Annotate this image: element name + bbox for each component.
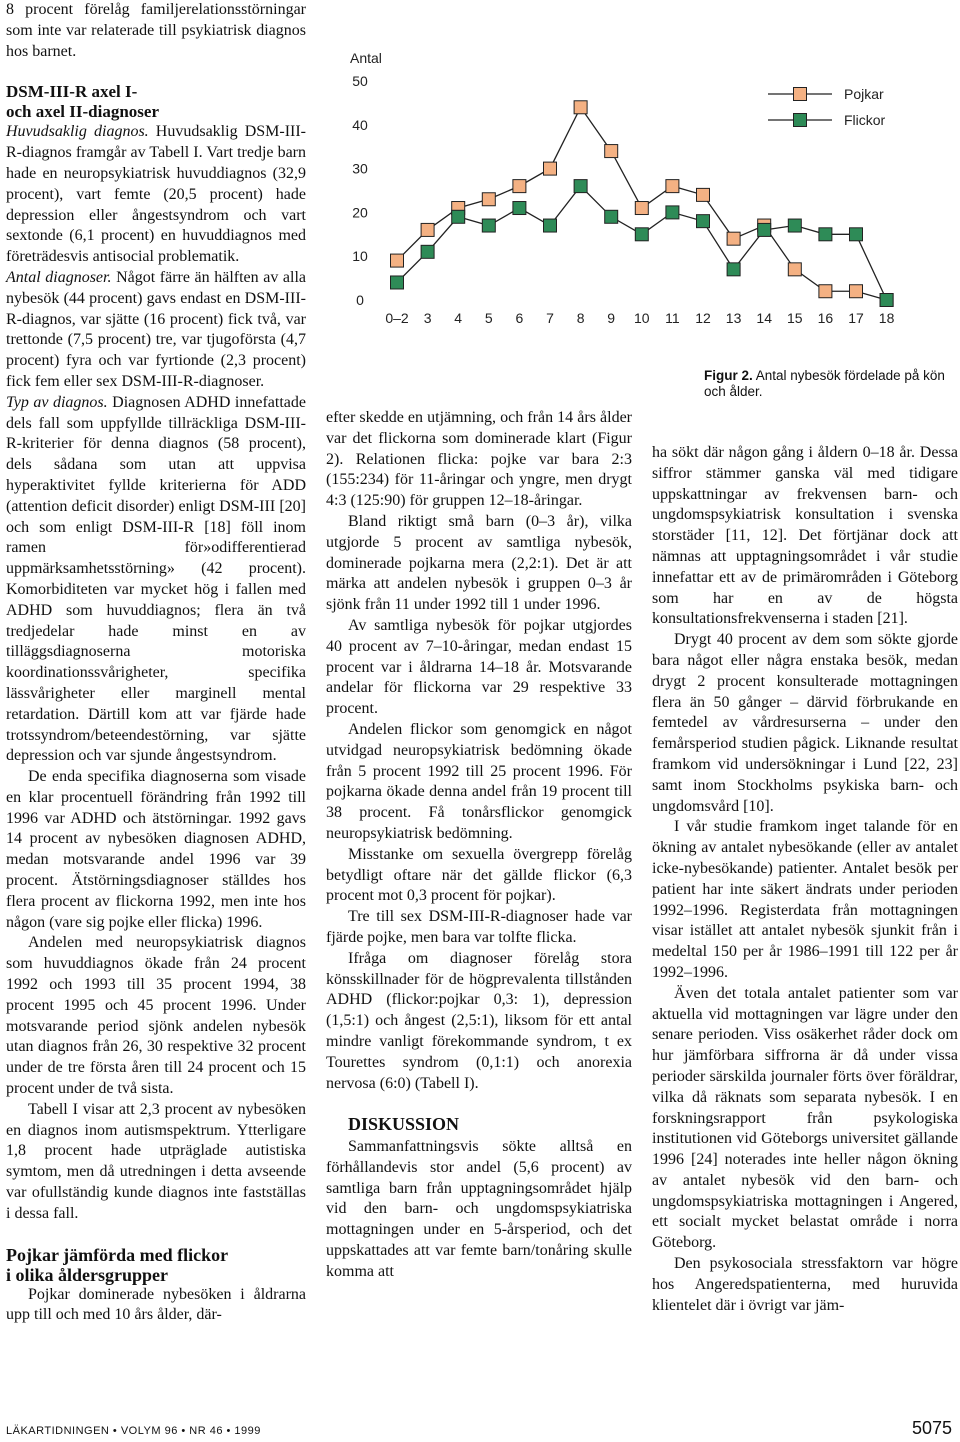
paragraph: Sammanfattningsvis sökte alltså en förhållandevis stor andel (5,6 procent) av samtliga barn från upptagningsområdet hjälp vid den barn- och ungdomspsykiatriska mottagningen under en 5-årsperiod, och det uppskattades att var femte barn/tonåring skulle komma att	[326, 1138, 632, 1280]
series-1-point	[635, 228, 648, 241]
x-tick-label: 0–2	[385, 310, 409, 326]
paragraph: Bland riktigt små barn (0–3 år), vilka utgjorde 5 procent av samtliga nybesök, dominerade pojkarna mera (2,2:1). Det är att märka att andelen nybesök i gruppen 0–3 år sjönk från 11 under 1992 till 1 under 1996.	[326, 512, 632, 614]
series-0-point	[482, 193, 495, 206]
section-heading-discussion: DISKUSSION	[348, 1114, 460, 1135]
series-1-point	[605, 210, 618, 223]
series-0-point	[605, 145, 618, 158]
series-0-point	[544, 162, 557, 175]
figure-2-chart	[330, 40, 950, 340]
paragraph-type-of-diagnosis: Typ av diagnos. Diagnosen ADHD innefattade dels fall som uppfyllde tillräckliga DSM-III-R-kriterier för denna diagnos (58 procent), dels sådana som utan att uppvisa hyperaktivitet fyllde kriterierna för ADD (attention deficit disorder) enligt DSM-III [20] och som enligt DSM-III-R [18] föll inom ramen för»odifferentierad uppmärksamhetsstörning» (42 procent). Komorbiditeten var mycket hög i fallen med ADHD som huvuddiagnos; flera än två tredjedelar hade minst en av tilläggsdiagnoserna motoriska koordinationssvårigheter, specifika lässvårigheter eller marginell mental retardation. Därtill kom att var fjärde hade trotssyndrom/beteendestörning, var sjätte depression och var sjunde ångestsyndrom.	[6, 393, 307, 765]
paragraph: Tre till sex DSM-III-R-diagnoser hade var fjärde pojke, men bara var tolfte flicka.	[326, 908, 632, 946]
page-number: 5075	[911, 1418, 952, 1438]
series-1-point	[788, 219, 801, 232]
paragraph: Av samtliga nybesök för pojkar utgjordes 40 procent av 7–10-åringar, medan endast 15 procent var i åldrarna 14–18 år. Motsvarande andelar för flickorna var 29 respektive 33 procent.	[326, 616, 632, 718]
paragraph: Pojkar dominerade nybesöken i åldrarna upp till och med 10 års ålder, där-	[6, 1285, 306, 1324]
series-1-point	[758, 223, 771, 236]
x-tick-label: 12	[695, 310, 711, 326]
series-1-point	[697, 215, 710, 228]
series-0-point	[635, 202, 648, 215]
x-tick-label: 9	[607, 310, 616, 326]
paragraph: Även det totala antalet patienter som var aktuella vid mottagningen var lägre under den senare perioden. Viss osäkerhet råder dock om hur jämförbara siffrorna är då under vissa perioder särskilda journaler förts över föräldrar, vilka då räknats som separata nybesök. I en forskningsrapport från psykologiska institutionen vid Göteborgs universitet gällande 1996 [24] noterades inte heller någon ökning av antalet nybesök vid den barn- och ungdomspsykiatriska mottagningen i Angered, ett socialt mycket belastat område i norra Göteborg.	[652, 984, 958, 1252]
series-0-point	[727, 232, 740, 245]
x-tick-label: 8	[576, 310, 585, 326]
x-tick-label: 5	[484, 310, 493, 326]
series-1-point	[880, 294, 893, 307]
x-tick-label: 4	[454, 310, 463, 326]
series-0-point	[421, 223, 434, 236]
paragraph: I vår studie framkom inget talande för en ökning av antalet nybesökande (eller av antalet icke-nybesökande) patienter. Antalet besök per patient har inte säkert ändrats under perioden 1992–1996. Registerdata från mottagningen visar istället att antalet nybesök sjunkit från i medeltal 150 per år 1986–1991 till 122 per år 1992–1996.	[652, 818, 958, 981]
legend-marker	[794, 114, 807, 127]
series-1-point	[819, 228, 832, 241]
series-0-point	[666, 180, 679, 193]
series-0-point	[574, 101, 587, 114]
series-1-point	[482, 219, 495, 232]
legend-label: Flickor	[844, 112, 886, 128]
series-1-point	[544, 219, 557, 232]
x-tick-label: 16	[817, 310, 834, 326]
figure-caption: Figur 2. Antal nybesök fördelade på kön och ålder.	[704, 368, 945, 399]
x-tick-label: 18	[878, 310, 895, 326]
series-1-point	[391, 276, 404, 289]
y-tick-label: 20	[352, 204, 368, 221]
column-1	[6, 0, 306, 1326]
section-heading-diagnoses: DSM-III-R axel I- och axel II-diagnoser	[6, 82, 159, 122]
y-tick-label: 40	[352, 116, 368, 133]
series-1-point	[574, 180, 587, 193]
series-0-point	[788, 263, 801, 276]
paragraph: Den psykosociala stressfaktorn var högre hos Angeredspatienterna, med huruvida klientelet där i övrigt var jäm-	[652, 1255, 958, 1314]
x-tick-label: 14	[756, 310, 772, 326]
journal-footer: LÄKARTIDNINGEN • VOLYM 96 • NR 46 • 1999	[6, 1425, 261, 1437]
x-tick-label: 17	[848, 310, 864, 326]
series-0-point	[819, 285, 832, 298]
paragraph: ha sökt där någon gång i åldern 0–18 år. Dessa siffror stämmer ganska väl med tidigare uppskattningar av frekvensen barn- och ungdomspsykiatrisk konsultation i svenska storstäder [11, 12]. Det förtjänar dock att nämnas att upptagningsområdet i vår studie innefattar ett av de primärområden i Göteborg som har en av de högsta konsultationsfrekvenserna i staden [21].	[652, 444, 958, 628]
paragraph: Drygt 40 procent av dem som sökte gjorde bara något eller några enstaka besök, medan drygt 2 procent konsulterade mottagningen flera än 50 gånger – därvid förbrukande en femtedel av vårdresurserna – under den femårsperiod studien pågick. Liknande resultat framkom vid undersökningar i Lund [22, 23] samt inom Stockholms psykiska barn- och ungdomsvård [10].	[652, 631, 958, 815]
series-1-point	[421, 245, 434, 258]
paragraph: Andelen med neuropsykiatrisk diagnos som huvuddiagnos ökade från 24 procent 1992 och 1993 till 35 procent 1994, 38 procent 1995 och 45 procent 1996. Under motsvarande period sjönk andelen nybesök utan diagnos från 26, 30 respektive 32 procent under de tre första åren till 24 procent och 15 procent under de två sista.	[6, 934, 306, 1098]
paragraph: efter skedde en utjämning, och från 14 års ålder var det flickorna som dominerade klart (Figur 2). Relationen flicka: pojke var bara 2:3 (155:234) för 11-åringar och yngre, men drygt 4:3 (125:90) för gruppen 12–18-åringar.	[326, 409, 632, 510]
x-tick-label: 15	[787, 310, 803, 326]
y-tick-label: 30	[352, 160, 368, 177]
paragraph: Andelen flickor som genomgick en något utvidgad neuropsykiatrisk bedömning ökade från 5 procent 1992 till 25 procent 1996. För pojkarna ökade denna andel från 19 procent till 38 procent. Få tonårsflickor genomgick neuropsykiatrisk bedömning.	[326, 720, 632, 842]
paragraph: Tabell I visar att 2,3 procent av nybesöken en diagnos inom autismspektrum. Ytterligare 1,8 procent hade utpräglade autistiska symtom, men då utredningen i detta avseende var ofullständig kunde diagnos inte fastställas i dessa fall.	[6, 1100, 306, 1222]
paragraph-main-diagnosis: Huvudsaklig diagnos. Huvudsaklig DSM-III-R-diagnos framgår av Tabell I. Vart tredje barn hade en neuropsykiatrisk huvuddiagnos (32,9 procent), vart femte (20,5 procent) hade depression eller ångestsyndrom och vart sextonde (6,1 procent) en huvuddiagnos med företrädesvis antisocial problematik.	[6, 123, 307, 266]
y-axis-title: Antal	[350, 50, 382, 66]
x-tick-label: 3	[423, 310, 432, 326]
column-2	[326, 408, 632, 1283]
paragraph: De enda specifika diagnoserna som visade en klar procentuell förändring från 1992 till 1996 var ADHD och ätstörningar. 1992 gavs 14 procent av nybesöken diagnosen ADHD, medan motsvarande andel 1996 var 39 procent. Ätstörningsdiagnoser ställdes hos flera procent av flickorna 1992, men inte hos någon (vare sig pojke eller flicka) 1996.	[6, 768, 306, 931]
x-tick-label: 6	[515, 310, 524, 326]
section-heading-boys-girls: Pojkar jämförda med flickor i olika åldersgrupper	[6, 1244, 229, 1285]
paragraph: Ifråga om diagnoser förelåg stora könsskillnader för de högprevalenta tillstånden ADHD (flickor:pojkar 0,3: 1), depression (1,5:1) och ångest (2,5:1), liksom för ett antal mindre vanligt förekommande syndrom, t ex Tourettes syndrom (0,1:1) och anorexia nervosa (6:0) (Tabell I).	[326, 949, 632, 1092]
column-3	[652, 443, 958, 1316]
legend-marker	[794, 88, 807, 101]
series-0-point	[513, 180, 526, 193]
x-tick-label: 11	[665, 310, 680, 326]
y-tick-label: 50	[352, 73, 368, 89]
series-1-point	[666, 206, 679, 219]
series-1-point	[513, 202, 526, 215]
intro-paragraph: 8 procent förelåg familjerelationsstörningar som inte var relaterade till psykiatrisk diagnos hos barnet.	[6, 1, 306, 60]
series-1-point	[850, 228, 863, 241]
series-0-point	[850, 285, 863, 298]
paragraph: Misstanke om sexuella övergrepp förelåg betydligt oftare när det gällde flickor (6,3 procent mot 0,3 procent för pojkar).	[326, 845, 632, 905]
x-tick-label: 7	[546, 310, 554, 326]
y-tick-label: 10	[352, 248, 368, 265]
series-0-point	[697, 188, 710, 201]
series-1-point	[727, 263, 740, 276]
series-0-point	[391, 254, 404, 267]
series-1-point	[452, 210, 465, 223]
legend-label: Pojkar	[844, 86, 884, 102]
paragraph-number-of-diagnoses: Antal diagnoser. Något färre än hälften av alla nybesök (44 procent) gavs endast en DSM-III-R-diagnos, var sjätte (16 procent) fick två, var trettonde (7,5 procent) tre, var tjugoförsta (4,7 procent) fyra och var fyrtionde (2,3 procent) fick fem eller sex DSM-III-R-diagnoser.	[6, 268, 307, 390]
y-tick-label: 0	[356, 292, 364, 308]
x-tick-label: 13	[725, 310, 742, 326]
x-tick-label: 10	[634, 310, 650, 326]
